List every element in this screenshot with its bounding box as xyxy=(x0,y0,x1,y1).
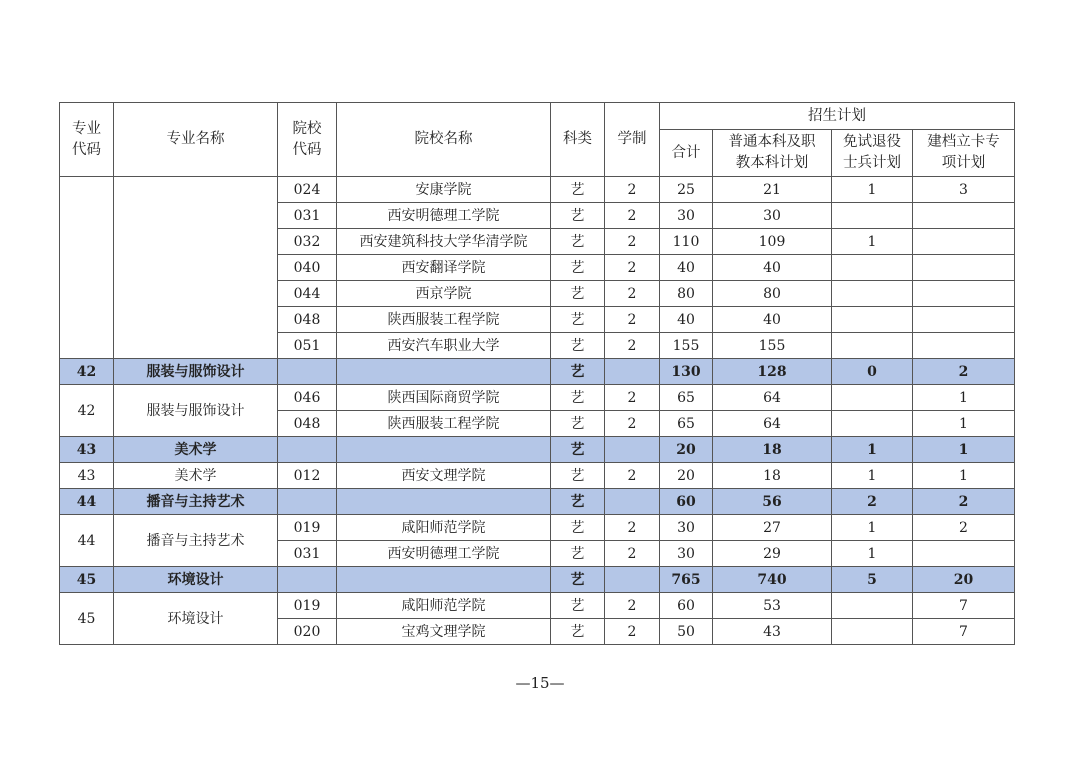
category-cell: 艺 xyxy=(551,281,605,307)
general-plan-cell: 27 xyxy=(713,515,832,541)
major-code-cell xyxy=(60,177,114,359)
school-code-cell: 019 xyxy=(278,593,337,619)
veteran-plan-cell: 2 xyxy=(832,489,913,515)
major-code-cell: 43 xyxy=(60,463,114,489)
duration-cell xyxy=(605,567,660,593)
veteran-plan-cell: 1 xyxy=(832,437,913,463)
school-name-cell xyxy=(337,489,551,515)
school-code-cell: 031 xyxy=(278,541,337,567)
duration-cell: 2 xyxy=(605,333,660,359)
total-cell: 30 xyxy=(660,515,713,541)
veteran-plan-cell xyxy=(832,619,913,645)
category-cell: 艺 xyxy=(551,567,605,593)
total-cell: 60 xyxy=(660,489,713,515)
veteran-plan-cell xyxy=(832,281,913,307)
duration-cell: 2 xyxy=(605,593,660,619)
general-plan-cell: 43 xyxy=(713,619,832,645)
school-code-cell xyxy=(278,489,337,515)
school-name-cell xyxy=(337,359,551,385)
veteran-plan-cell xyxy=(832,411,913,437)
school-name-cell: 安康学院 xyxy=(337,177,551,203)
general-plan-cell: 40 xyxy=(713,255,832,281)
header-veteran-plan: 免试退役 士兵计划 xyxy=(832,130,913,177)
school-code-cell: 040 xyxy=(278,255,337,281)
major-name-cell: 服装与服饰设计 xyxy=(114,385,278,437)
header-enrollment-plan: 招生计划 xyxy=(660,103,1015,130)
school-name-cell: 西安建筑科技大学华清学院 xyxy=(337,229,551,255)
poverty-plan-cell: 7 xyxy=(913,593,1015,619)
duration-cell xyxy=(605,359,660,385)
general-plan-cell: 128 xyxy=(713,359,832,385)
school-code-cell: 024 xyxy=(278,177,337,203)
major-code-cell: 43 xyxy=(60,437,114,463)
poverty-plan-cell xyxy=(913,229,1015,255)
school-code-cell: 048 xyxy=(278,307,337,333)
category-cell: 艺 xyxy=(551,385,605,411)
category-cell: 艺 xyxy=(551,541,605,567)
major-name-cell: 播音与主持艺术 xyxy=(114,515,278,567)
veteran-plan-cell: 1 xyxy=(832,541,913,567)
category-cell: 艺 xyxy=(551,359,605,385)
poverty-plan-cell: 1 xyxy=(913,463,1015,489)
header-major-code: 专业 代码 xyxy=(60,103,114,177)
general-plan-cell: 155 xyxy=(713,333,832,359)
veteran-plan-cell xyxy=(832,333,913,359)
general-plan-cell: 56 xyxy=(713,489,832,515)
category-cell: 艺 xyxy=(551,203,605,229)
duration-cell: 2 xyxy=(605,515,660,541)
category-cell: 艺 xyxy=(551,255,605,281)
school-code-cell: 020 xyxy=(278,619,337,645)
veteran-plan-cell xyxy=(832,385,913,411)
total-cell: 25 xyxy=(660,177,713,203)
category-cell: 艺 xyxy=(551,437,605,463)
duration-cell xyxy=(605,489,660,515)
header-general-plan: 普通本科及职 教本科计划 xyxy=(713,130,832,177)
total-cell: 40 xyxy=(660,255,713,281)
duration-cell: 2 xyxy=(605,411,660,437)
major-name-cell: 美术学 xyxy=(114,463,278,489)
poverty-plan-cell xyxy=(913,255,1015,281)
summary-row xyxy=(60,567,1015,593)
total-cell: 65 xyxy=(660,411,713,437)
school-code-cell: 012 xyxy=(278,463,337,489)
poverty-plan-cell xyxy=(913,281,1015,307)
total-cell: 60 xyxy=(660,593,713,619)
major-code-cell: 45 xyxy=(60,593,114,645)
category-cell: 艺 xyxy=(551,619,605,645)
school-name-cell: 西安明德理工学院 xyxy=(337,541,551,567)
veteran-plan-cell xyxy=(832,255,913,281)
duration-cell: 2 xyxy=(605,229,660,255)
school-code-cell: 048 xyxy=(278,411,337,437)
duration-cell: 2 xyxy=(605,177,660,203)
veteran-plan-cell xyxy=(832,203,913,229)
general-plan-cell: 18 xyxy=(713,463,832,489)
category-cell: 艺 xyxy=(551,489,605,515)
poverty-plan-cell xyxy=(913,333,1015,359)
table-row xyxy=(60,593,1015,619)
poverty-plan-cell: 7 xyxy=(913,619,1015,645)
veteran-plan-cell xyxy=(832,307,913,333)
total-cell: 155 xyxy=(660,333,713,359)
poverty-plan-cell: 20 xyxy=(913,567,1015,593)
category-cell: 艺 xyxy=(551,515,605,541)
school-code-cell: 046 xyxy=(278,385,337,411)
poverty-plan-cell: 1 xyxy=(913,385,1015,411)
poverty-plan-cell: 2 xyxy=(913,489,1015,515)
total-cell: 30 xyxy=(660,203,713,229)
school-name-cell: 西安文理学院 xyxy=(337,463,551,489)
header-duration: 学制 xyxy=(605,103,660,177)
summary-row xyxy=(60,489,1015,515)
school-name-cell: 宝鸡文理学院 xyxy=(337,619,551,645)
major-code-cell: 45 xyxy=(60,567,114,593)
total-cell: 65 xyxy=(660,385,713,411)
header-category: 科类 xyxy=(551,103,605,177)
category-cell: 艺 xyxy=(551,593,605,619)
category-cell: 艺 xyxy=(551,229,605,255)
poverty-plan-cell: 1 xyxy=(913,411,1015,437)
veteran-plan-cell: 1 xyxy=(832,229,913,255)
table-row xyxy=(60,515,1015,541)
school-name-cell: 咸阳师范学院 xyxy=(337,515,551,541)
total-cell: 30 xyxy=(660,541,713,567)
general-plan-cell: 64 xyxy=(713,385,832,411)
school-code-cell xyxy=(278,437,337,463)
major-code-cell: 44 xyxy=(60,489,114,515)
duration-cell: 2 xyxy=(605,203,660,229)
summary-row xyxy=(60,437,1015,463)
general-plan-cell: 29 xyxy=(713,541,832,567)
total-cell: 20 xyxy=(660,437,713,463)
header-school-name: 院校名称 xyxy=(337,103,551,177)
poverty-plan-cell: 1 xyxy=(913,437,1015,463)
school-code-cell: 031 xyxy=(278,203,337,229)
major-code-cell: 44 xyxy=(60,515,114,567)
veteran-plan-cell: 1 xyxy=(832,463,913,489)
poverty-plan-cell xyxy=(913,541,1015,567)
header-school-code: 院校 代码 xyxy=(278,103,337,177)
table-row xyxy=(60,177,1015,203)
category-cell: 艺 xyxy=(551,177,605,203)
general-plan-cell: 740 xyxy=(713,567,832,593)
duration-cell: 2 xyxy=(605,463,660,489)
total-cell: 765 xyxy=(660,567,713,593)
duration-cell: 2 xyxy=(605,307,660,333)
veteran-plan-cell: 1 xyxy=(832,177,913,203)
total-cell: 80 xyxy=(660,281,713,307)
school-name-cell: 陕西国际商贸学院 xyxy=(337,385,551,411)
school-code-cell xyxy=(278,359,337,385)
category-cell: 艺 xyxy=(551,333,605,359)
major-name-cell: 美术学 xyxy=(114,437,278,463)
table-row xyxy=(60,463,1015,489)
major-code-cell: 42 xyxy=(60,385,114,437)
category-cell: 艺 xyxy=(551,411,605,437)
duration-cell: 2 xyxy=(605,281,660,307)
general-plan-cell: 30 xyxy=(713,203,832,229)
major-name-cell: 环境设计 xyxy=(114,593,278,645)
school-code-cell: 051 xyxy=(278,333,337,359)
enrollment-plan-table xyxy=(59,102,1015,645)
school-name-cell xyxy=(337,437,551,463)
header-total: 合计 xyxy=(660,130,713,177)
total-cell: 40 xyxy=(660,307,713,333)
header-poverty-plan: 建档立卡专 项计划 xyxy=(913,130,1015,177)
header-major-name: 专业名称 xyxy=(114,103,278,177)
major-name-cell xyxy=(114,177,278,359)
total-cell: 130 xyxy=(660,359,713,385)
duration-cell: 2 xyxy=(605,385,660,411)
school-code-cell: 044 xyxy=(278,281,337,307)
school-code-cell: 032 xyxy=(278,229,337,255)
total-cell: 20 xyxy=(660,463,713,489)
poverty-plan-cell: 3 xyxy=(913,177,1015,203)
general-plan-cell: 21 xyxy=(713,177,832,203)
total-cell: 50 xyxy=(660,619,713,645)
poverty-plan-cell: 2 xyxy=(913,515,1015,541)
general-plan-cell: 64 xyxy=(713,411,832,437)
veteran-plan-cell: 0 xyxy=(832,359,913,385)
school-name-cell: 咸阳师范学院 xyxy=(337,593,551,619)
general-plan-cell: 40 xyxy=(713,307,832,333)
total-cell: 110 xyxy=(660,229,713,255)
school-name-cell: 西安汽车职业大学 xyxy=(337,333,551,359)
duration-cell: 2 xyxy=(605,619,660,645)
page-number: —15— xyxy=(515,674,565,692)
general-plan-cell: 109 xyxy=(713,229,832,255)
school-name-cell: 西安翻译学院 xyxy=(337,255,551,281)
summary-row xyxy=(60,359,1015,385)
category-cell: 艺 xyxy=(551,463,605,489)
major-code-cell: 42 xyxy=(60,359,114,385)
duration-cell: 2 xyxy=(605,255,660,281)
school-name-cell: 陕西服装工程学院 xyxy=(337,411,551,437)
general-plan-cell: 80 xyxy=(713,281,832,307)
general-plan-cell: 53 xyxy=(713,593,832,619)
school-code-cell xyxy=(278,567,337,593)
veteran-plan-cell: 1 xyxy=(832,515,913,541)
duration-cell xyxy=(605,437,660,463)
school-name-cell: 西安明德理工学院 xyxy=(337,203,551,229)
school-name-cell: 西京学院 xyxy=(337,281,551,307)
major-name-cell: 服装与服饰设计 xyxy=(114,359,278,385)
major-name-cell: 播音与主持艺术 xyxy=(114,489,278,515)
general-plan-cell: 18 xyxy=(713,437,832,463)
school-code-cell: 019 xyxy=(278,515,337,541)
major-name-cell: 环境设计 xyxy=(114,567,278,593)
school-name-cell xyxy=(337,567,551,593)
veteran-plan-cell: 5 xyxy=(832,567,913,593)
table-row xyxy=(60,385,1015,411)
duration-cell: 2 xyxy=(605,541,660,567)
school-name-cell: 陕西服装工程学院 xyxy=(337,307,551,333)
category-cell: 艺 xyxy=(551,307,605,333)
veteran-plan-cell xyxy=(832,593,913,619)
poverty-plan-cell xyxy=(913,203,1015,229)
poverty-plan-cell xyxy=(913,307,1015,333)
poverty-plan-cell: 2 xyxy=(913,359,1015,385)
